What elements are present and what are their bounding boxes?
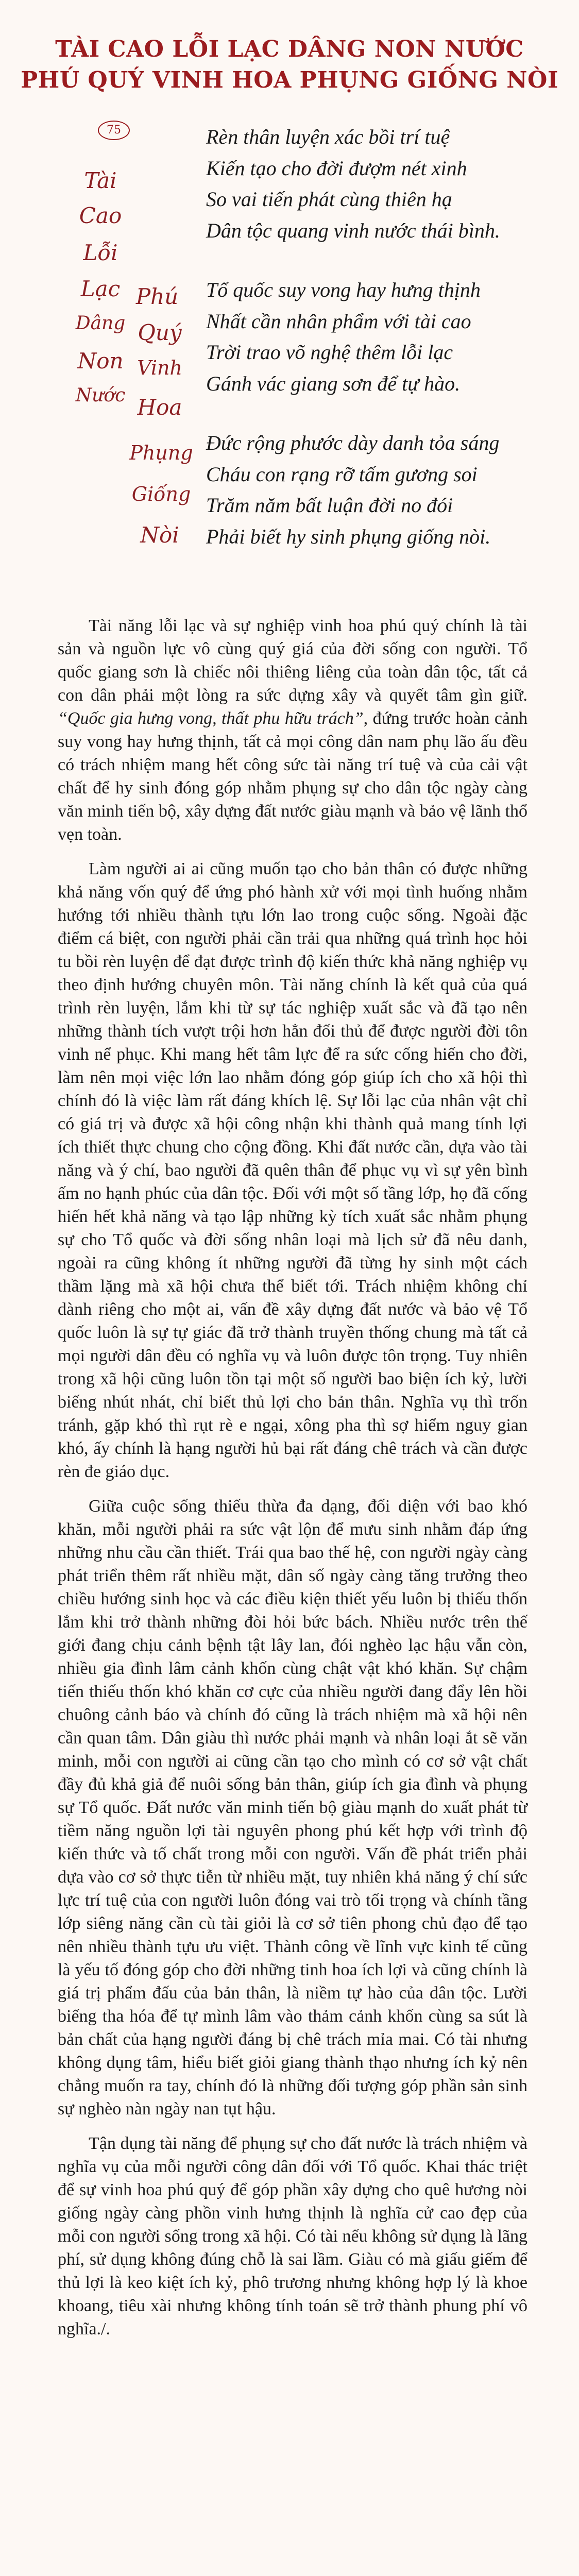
script-word: Dâng <box>75 313 126 334</box>
poem-line: Cháu con rạng rỡ tấm gương soi <box>206 462 478 486</box>
poem-line: Gánh vác giang sơn để tự hào. <box>206 371 461 395</box>
script-word: Phú <box>135 284 179 309</box>
poem-line: Nhất cần nhân phẩm với tài cao <box>206 309 471 333</box>
poem-line: Trăm năm bất luận đời no đói <box>206 494 453 517</box>
poem-stanza <box>206 428 577 552</box>
poem-stanza <box>206 275 577 399</box>
proverb-quote: “Quốc gia hưng vong, thất phu hữu trách” <box>58 709 364 728</box>
poem-line: So vai tiến phát cùng thiên hạ <box>206 188 452 211</box>
paragraph-1 <box>58 614 527 846</box>
paragraph-2: Làm người ai ai cũng muốn tạo cho bản thân có được những khả năng vốn quý để ứng phó hành xử với mọi tình huống nhằm hướng tới nhiều thành tựu lớn lao trong cuộc sống. Ngoài đặc điểm cá biệt, con người phải cần trải qua những quá trình học hỏi tu bồi rèn luyện để đạt được trình độ kiến thức khả năng nghiệp vụ theo định hướng chuyên môn. Tài năng chính là kết quả của quá trình rèn luyện, lắm khi từ sự tác nghiệp xuất sắc và đã tạo nên những thành tích vượt trội hơn hẳn đối thủ để được người đời tôn vinh nể phục. Khi mang hết tâm lực để ra sức cống hiến cho đời, làm nên mọi việc lớn lao nhằm đóng góp giúp ích cho xã hội thì chính đó là việc làm rất đáng khích lệ. Sự lỗi lạc của nhân vật chỉ có giá trị và được xã hội công nhận khi thành quả mang tính lợi ích thiết thực chung cho cộng đồng. Khi đất nước cần, dựa vào tài năng và ý chí, bao người đã quên thân để phục vụ vì sự yên bình ấm no hạnh phúc của dân tộc. Đối với một số tầng lớp, họ đã cống hiến hết khả năng và tạo lập những kỳ tích xuất sắc nhằm phụng sự cho Tổ quốc và đời sống nhân loại mà lịch sử đã nêu danh, ngoài ra cũng không ít những người đã từng hy sinh một cách thầm lặng mà xã hội chưa thể biết tới. Trách nhiệm không chỉ dành riêng cho một ai, vấn đề xây dựng đất nước và bảo vệ Tổ quốc luôn là sự tự giác đã trở thành truyền thống chung mà tất cả mọi người dân đều có nghĩa vụ và luôn được tôn trọng. Tuy nhiên trong xã hội cũng luôn tồn tại một số người bao biện ích kỷ, lười biếng nhút nhát, chỉ biết thủ lợi cho bản thân. Nghĩa vụ thì trốn tránh, gặp khó thì rụt rè e ngại, xông pha thì sợ hiểm nguy gian khó, ấy chính là hạng người hủ bại rất đáng chê trách và cần được rèn đe giáo dục. <box>58 859 527 1481</box>
script-word: Lỗi <box>83 240 118 265</box>
paragraph-4: Tận dụng tài năng để phụng sự cho đất nước là trách nhiệm và nghĩa vụ của mỗi người công dân đối với Tổ quốc. Khai thác triệt để sự vinh hoa phú quý để góp phần xây dựng cho quê hương nòi giống ngày càng phồn vinh hưng thịnh là nghĩa cử cao đẹp của mỗi con người sống trong xã hội. Có tài nếu không sử dụng là lãng phí, sử dụng không đúng chỗ là sai lầm. Giàu có mà giấu giếm để thủ lợi là keo kiệt ích kỷ, phô trương nhưng không hợp lý là khoe khoang, tiêu xài nhưng không tính toán sẽ trở thành phung phí vô nghĩa./. <box>58 2134 527 2338</box>
poem-line: Đức rộng phước dày danh tỏa sáng <box>206 431 500 454</box>
poem-line: Phải biết hy sinh phụng giống nòi. <box>206 524 491 548</box>
title-line-1: TÀI CAO LỖI LẠC DÂNG NON NƯỚC <box>55 36 524 62</box>
script-word: Giống <box>131 483 191 505</box>
paragraph-text: Tài năng lỗi lạc và sự nghiệp vinh hoa phú quý chính là tài sản và nguồn lực vô cùng quý giá của đời sống con người. Tổ quốc giang sơn là chiếc nôi thiêng liêng của toàn dân tộc, tất cả con dân phải một lòng ra sức dựng xây và quyết tâm gìn giữ. <box>58 616 527 705</box>
script-word: Vinh <box>137 357 182 379</box>
paragraph-3: Giữa cuộc sống thiếu thừa đa dạng, đối diện với bao khó khăn, mỗi người phải ra sức vật lộn để mưu sinh nhằm đáp ứng những nhu cầu cần thiết. Trái qua bao thế hệ, con người ngày càng phát triển thêm rất nhiều mặt, dân số ngày càng tăng trưởng theo chiều hướng sinh học và các điều kiện thiết yếu luôn bị thiếu thốn lắm khi trở thành những đòi hỏi bức bách. Nhiều nước trên thế giới đang chịu cảnh bệnh tật lây lan, đói nghèo lạc hậu vẫn còn, nhiều gia đình lâm cảnh khốn cùng chật vật khó khăn. Sự chậm tiến thiếu thốn khó khăn cơ cực của nhiều người đang đẩy lên hồi chuông cảnh báo và chính đó cũng là trách nhiệm mà xã hội nên cần quan tâm. Dân giàu thì nước phải mạnh và nhân loại ắt sẽ văn minh, mỗi con người ai cũng cần tạo cho mình có cơ sở vật chất đầy đủ khả giả để nuôi sống bản thân, giúp ích gia đình và phụng sự Tổ quốc. Đất nước văn minh tiến bộ giàu mạnh do xuất phát từ tiềm năng nguồn lợi tài nguyên phong phú kết hợp với trình độ kiến thức và tố chất trong mỗi con người. Vấn đề phát triển phải dựa vào cơ sở thực tiễn từ nhiều mặt, tuy nhiên khả năng ý chí sức lực trí tuệ của con người luôn đóng vai trò tối trọng và chính tầng lớp siêng năng cần cù tài giỏi là cơ sở tiên phong chủ đạo để tạo nên nhiều thành tựu ưu việt. Thành công về lĩnh vực kinh tế cũng là yếu tố đóng góp cho đời những tinh hoa ích lợi và cũng chính là giá trị phẩm đấu của bản thân, là niềm tự hào của dân tộc. Lười biếng tha hóa để tự mình lâm vào thảm cảnh khốn cùng sa sút là bản chất của hạng người đáng bị chê trách mỉa mai. Có tài nhưng không dụng tâm, hiểu biết giỏi giang thành thạo nhưng ích kỷ nên chẳng muốn ra tay, chính đó là những đối tượng góp phần sản sinh sự nghèo nàn ngày nan tụt hậu. <box>58 1497 527 2119</box>
poem-line: Kiến tạo cho đời đượm nét xinh <box>206 156 467 180</box>
poem-line: Dân tộc quang vinh nước thái bình. <box>206 218 500 242</box>
paragraph-text: , đứng trước hoàn cảnh suy vong hay hưng thịnh, tất cả mọi công dân nam phụ lão ấu đều có trách nhiệm mang hết công sức tài năng trí tuệ và của cải vật chất để hy sinh đóng góp nhằm phụng sự cho dân tộc ngày càng văn minh tiến bộ, xây dựng đất nước giàu mạnh và bảo vệ lãnh thổ vẹn toàn. <box>58 709 528 844</box>
title-line-2: PHÚ QUÝ VINH HOA PHỤNG GIỐNG NÒI <box>21 67 558 93</box>
script-word: Nòi <box>140 522 179 548</box>
number-badge: 75 <box>98 121 130 140</box>
poem-line: Trời trao võ nghệ thêm lỗi lạc <box>206 341 453 364</box>
script-word: Phụng <box>129 442 193 464</box>
article-body <box>58 614 527 2352</box>
poem-line: Rèn thân luyện xác bồi trí tuệ <box>206 125 450 148</box>
script-word: Cao <box>79 203 122 228</box>
poem-stanza <box>206 122 577 246</box>
script-word: Hoa <box>137 395 182 420</box>
script-word: Non <box>77 348 124 374</box>
poem-line: Tổ quốc suy vong hay hưng thịnh <box>206 278 481 301</box>
script-word: Nước <box>75 385 126 406</box>
script-word: Lạc <box>80 276 121 301</box>
script-word: Quý <box>138 320 182 345</box>
poem <box>206 122 577 552</box>
script-word: Tài <box>84 168 117 193</box>
